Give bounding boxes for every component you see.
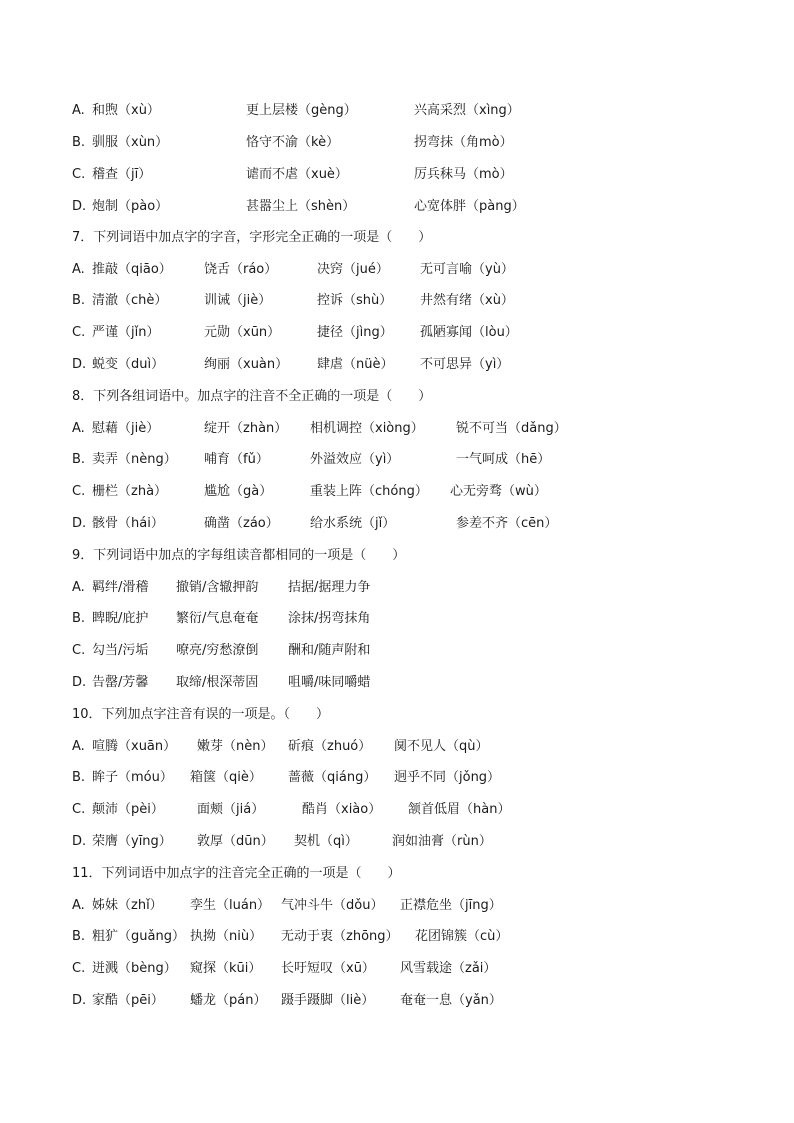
option-item: 栅栏（zhà） [92, 484, 168, 499]
option-item: 繁衍/气息奄奄 [176, 611, 259, 626]
option-letter: C. [72, 802, 86, 817]
question-8-title: 8．下列各组词语中。加点字的注音不全正确的一项是（ ） [72, 389, 432, 404]
option-item: 慰藉（jiè） [92, 421, 160, 436]
question-9-title: 9．下列词语中加点的字每组读音都相同的一项是（ ） [72, 548, 406, 563]
option-item: 姊妹（zhǐ） [92, 898, 163, 913]
option-item: 涂抹/拐弯抹角 [288, 611, 371, 626]
option-item: 给水系统（jǐ） [310, 516, 396, 531]
option-letter: A. [72, 580, 85, 595]
option-item: 元勋（xūn） [204, 325, 281, 340]
option-letter: B. [72, 135, 86, 150]
option-item: 勾当/污垢 [92, 643, 149, 658]
option-item: 酷肖（xiào） [302, 802, 382, 817]
question-7-title: 7．下列词语中加点字的字音，字形完全正确的一项是（ ） [72, 230, 432, 245]
option-item: 告罄/芳馨 [92, 675, 149, 690]
option-item: 颔首低眉（hàn） [408, 802, 511, 817]
option-item: 嘹亮/穷愁潦倒 [176, 643, 259, 658]
option-item: 绽开（zhàn） [204, 421, 288, 436]
option-item: 更上层楼（gèng） [246, 103, 357, 118]
option-item: 风雪载途（zǎi） [400, 961, 497, 976]
option-item: 无可言喻（yù） [420, 262, 514, 277]
option-item: 蟠龙（pán） [190, 993, 267, 1008]
option-letter: D. [72, 993, 87, 1008]
option-item: 奄奄一息（yǎn） [400, 993, 502, 1008]
option-item: 心宽体胖（pàng） [414, 199, 525, 214]
option-item: 咀嚼/味同嚼蜡 [288, 675, 371, 690]
option-item: 心无旁骛（wù） [450, 484, 547, 499]
option-letter: B. [72, 929, 86, 944]
option-letter: B. [72, 293, 86, 308]
option-item: 兴高采烈（xìng） [414, 103, 520, 118]
option-item: 炮制（pào） [92, 199, 169, 214]
option-letter: B. [72, 452, 86, 467]
option-item: 决窍（jué） [317, 262, 389, 277]
option-letter: C. [72, 643, 86, 658]
option-item: 控诉（shù） [317, 293, 393, 308]
option-letter: D. [72, 516, 87, 531]
option-item: 哺育（fǔ） [204, 452, 269, 467]
option-item: 箱箧（qiè） [190, 770, 262, 785]
option-letter: D. [72, 357, 87, 372]
option-item: 无动于衷（zhōng） [281, 929, 399, 944]
option-letter: D. [72, 675, 87, 690]
question-10-title: 10．下列加点字注音有误的一项是。（ ） [72, 707, 330, 722]
option-item: 面颊（jiá） [197, 802, 265, 817]
option-item: 卖弄（nèng） [92, 452, 177, 467]
option-item: 和煦（xù） [92, 103, 160, 118]
option-item: 重装上阵（chóng） [310, 484, 428, 499]
option-letter: B. [72, 611, 86, 626]
option-item: 蜕变（duì） [92, 357, 165, 372]
option-letter: C. [72, 961, 86, 976]
option-item: 敦厚（dūn） [197, 834, 274, 849]
option-item: 不可思异（yì） [420, 357, 510, 372]
option-item: 蹑手蹑脚（liè） [281, 993, 375, 1008]
option-item: 眸子（móu） [92, 770, 173, 785]
option-item: 窥探（kūi） [190, 961, 262, 976]
question-11-title: 11．下列词语中加点字的注音完全正确的一项是（ ） [72, 866, 401, 881]
option-item: 拮据/据理力争 [288, 580, 371, 595]
option-item: 长吁短叹（xū） [281, 961, 375, 976]
option-item: 撤销/含辙押韵 [176, 580, 259, 595]
option-item: 迥乎不同（jǒng） [394, 770, 501, 785]
option-item: 恪守不渝（kè） [246, 135, 340, 150]
option-item: 清澈（chè） [92, 293, 168, 308]
option-letter: B. [72, 770, 86, 785]
option-item: 嫩芽（nèn） [197, 739, 274, 754]
option-item: 颠沛（pèi） [92, 802, 164, 817]
option-item: 酬和/随声附和 [288, 643, 371, 658]
option-item: 蔷薇（qiáng） [288, 770, 377, 785]
option-item: 气冲斗牛（dǒu） [281, 898, 384, 913]
option-letter: A. [72, 262, 85, 277]
option-item: 推敲（qiāo） [92, 262, 172, 277]
option-letter: D. [72, 199, 87, 214]
option-item: 家酷（pēi） [92, 993, 164, 1008]
option-item: 驯服（xùn） [92, 135, 169, 150]
option-letter: A. [72, 421, 85, 436]
option-item: 稽查（jī） [92, 167, 152, 182]
option-item: 尴尬（gà） [204, 484, 273, 499]
option-item: 甚嚣尘上（shèn） [246, 199, 356, 214]
option-letter: A. [72, 898, 85, 913]
option-item: 睥睨/庇护 [92, 611, 149, 626]
option-letter: A. [72, 103, 85, 118]
option-letter: A. [72, 739, 85, 754]
option-item: 契机（qì） [294, 834, 358, 849]
option-item: 花团锦簇（cù） [415, 929, 509, 944]
option-item: 捷径（jìng） [317, 325, 393, 340]
option-letter: C. [72, 484, 86, 499]
option-item: 骸骨（hái） [92, 516, 164, 531]
option-item: 肆虐（nüè） [317, 357, 394, 372]
option-item: 执拗（niù） [190, 929, 263, 944]
option-item: 迸溅（bèng） [92, 961, 177, 976]
option-item: 一气呵成（hē） [456, 452, 551, 467]
option-item: 参差不齐（cēn） [456, 516, 558, 531]
option-item: 饶舌（ráo） [204, 262, 278, 277]
option-item: 外溢效应（yì） [310, 452, 400, 467]
option-item: 粗犷（guǎng） [92, 929, 185, 944]
option-item: 严谨（jǐn） [92, 325, 160, 340]
option-item: 斫痕（zhuó） [288, 739, 372, 754]
option-letter: D. [72, 834, 87, 849]
option-item: 训诫（jiè） [204, 293, 272, 308]
option-item: 喧腾（xuān） [92, 739, 177, 754]
option-item: 羁绊/滑稽 [92, 580, 149, 595]
option-item: 相机调控（xiòng） [310, 421, 424, 436]
option-item: 取缔/根深蒂固 [176, 675, 259, 690]
option-item: 阒不见人（qù） [394, 739, 489, 754]
option-item: 确凿（záo） [204, 516, 279, 531]
option-item: 锐不可当（dǎng） [456, 421, 567, 436]
option-item: 孪生（luán） [190, 898, 271, 913]
option-item: 绚丽（xuàn） [204, 357, 289, 372]
option-item: 拐弯抹（角mò） [414, 135, 513, 150]
option-item: 厉兵秣马（mò） [414, 167, 513, 182]
option-item: 正襟危坐（jīng） [400, 898, 502, 913]
option-item: 荣膺（yīng） [92, 834, 172, 849]
option-item: 润如油膏（rùn） [392, 834, 492, 849]
option-letter: C. [72, 167, 86, 182]
option-item: 孤陋寡闻（lòu） [420, 325, 518, 340]
option-letter: C. [72, 325, 86, 340]
option-item: 井然有绪（xù） [420, 293, 514, 308]
option-item: 谑而不虐（xuè） [246, 167, 348, 182]
